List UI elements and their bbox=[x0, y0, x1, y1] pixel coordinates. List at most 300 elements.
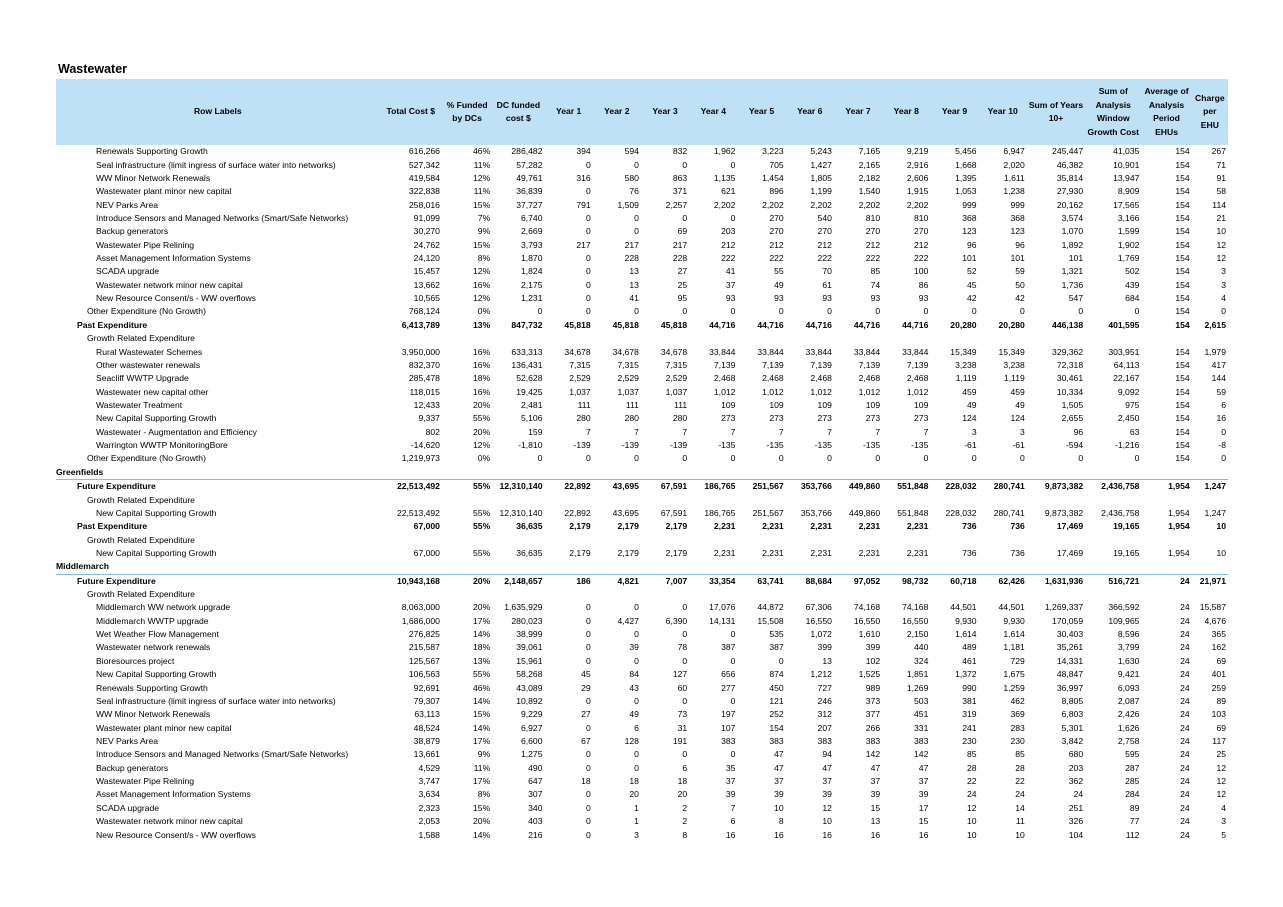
cell-value: 17% bbox=[473, 615, 491, 626]
table-row bbox=[56, 588, 1228, 601]
cell-value: 1,611 bbox=[1003, 172, 1025, 183]
cell-value: 154 bbox=[1175, 346, 1190, 357]
cell-value: 2,436,758 bbox=[1085, 479, 1141, 493]
cell-value: 10,565 bbox=[413, 293, 440, 304]
cell-value: 0 bbox=[537, 453, 543, 464]
cell-value: 47 bbox=[822, 762, 832, 773]
cell-value: 30,270 bbox=[413, 226, 440, 237]
cell-value bbox=[1141, 533, 1191, 546]
cell-value bbox=[689, 560, 737, 574]
cell-value: 101 bbox=[962, 253, 977, 264]
cell-value: 216 bbox=[528, 829, 543, 840]
cell-value: 440 bbox=[914, 642, 929, 653]
cell-value: 1,037 bbox=[665, 386, 688, 397]
cell-value: 12% bbox=[473, 172, 491, 183]
cell-value: 5 bbox=[1221, 829, 1226, 840]
cell-value: 0 bbox=[585, 212, 591, 223]
cell-value: 2,231 bbox=[858, 521, 881, 532]
cell-value: 736 bbox=[962, 547, 977, 558]
cell-value: 109,965 bbox=[1108, 615, 1140, 626]
cell-value: 2,231 bbox=[906, 521, 929, 532]
cell-value: 365 bbox=[1211, 629, 1226, 640]
cell-value: 14% bbox=[473, 722, 491, 733]
cell-value: 217 bbox=[576, 239, 591, 250]
cell-value: 22 bbox=[1015, 776, 1025, 787]
cell-value: 39 bbox=[774, 789, 784, 800]
cell-value: 16 bbox=[1216, 413, 1226, 424]
cell-value: 142 bbox=[865, 749, 881, 760]
cell-value: 33,844 bbox=[853, 346, 881, 357]
cell-value: 0 bbox=[634, 306, 639, 317]
cell-value: 48,847 bbox=[1056, 669, 1084, 680]
cell-value: 10 bbox=[1216, 226, 1226, 237]
cell-value: 366,592 bbox=[1108, 602, 1140, 613]
cell-value: 975 bbox=[1125, 400, 1140, 410]
cell-value bbox=[544, 560, 592, 574]
cell-value: 0 bbox=[585, 279, 591, 290]
table-row bbox=[56, 721, 1228, 734]
cell-value: 95 bbox=[677, 293, 688, 304]
cell-value: 2,202 bbox=[810, 199, 832, 210]
cell-value: 0 bbox=[537, 306, 543, 317]
cell-value bbox=[737, 588, 785, 601]
cell-value: 9,873,382 bbox=[1044, 507, 1084, 518]
cell-value: 7,139 bbox=[762, 359, 784, 370]
row-label: New Resource Consent/s - WW overflows bbox=[96, 293, 256, 304]
cell-value: 154 bbox=[1175, 400, 1190, 410]
cell-value: 38,999 bbox=[516, 629, 543, 640]
cell-value: 0 bbox=[827, 306, 832, 317]
cell-value: 45 bbox=[967, 279, 977, 290]
cell-value: 3,842 bbox=[1061, 735, 1084, 746]
cell-value: 18 bbox=[581, 776, 591, 787]
cell-value: 417 bbox=[1211, 359, 1226, 370]
cell-value bbox=[380, 493, 442, 506]
cell-value: 16,550 bbox=[902, 615, 929, 626]
cell-value: 1,805 bbox=[810, 172, 832, 183]
cell-value: 191 bbox=[672, 735, 688, 746]
cell-value: 107 bbox=[721, 722, 736, 733]
cell-value: 14% bbox=[473, 829, 491, 840]
cell-value: 16% bbox=[473, 359, 491, 370]
cell-value: 44,716 bbox=[805, 319, 832, 330]
cell-value: 1,631,936 bbox=[1027, 574, 1085, 588]
cell-value: 69 bbox=[677, 226, 688, 237]
cell-value: 154 bbox=[1175, 186, 1190, 197]
cell-value: 2,655 bbox=[1061, 413, 1084, 424]
row-label: Wastewater plant minor new capital bbox=[96, 722, 232, 733]
cell-value: 19,165 bbox=[1113, 521, 1140, 532]
cell-value: 0 bbox=[875, 306, 881, 317]
cell-value bbox=[786, 533, 834, 546]
cell-value: 104 bbox=[1068, 829, 1084, 840]
column-header: Charge per EHU bbox=[1192, 79, 1228, 145]
cell-value bbox=[492, 588, 544, 601]
cell-value: -14,620 bbox=[410, 440, 440, 451]
row-label: Rural Wastewater Schemes bbox=[96, 346, 203, 357]
cell-value: 6 bbox=[634, 722, 639, 733]
cell-value: 362 bbox=[1068, 776, 1084, 787]
cell-value: 142 bbox=[914, 749, 929, 760]
cell-value bbox=[641, 560, 689, 574]
cell-value: 8,596 bbox=[1117, 629, 1140, 640]
cell-value: 245,447 bbox=[1052, 146, 1084, 157]
cell-value: 7,139 bbox=[810, 359, 832, 370]
cell-value bbox=[380, 332, 442, 345]
cell-value: 1 bbox=[634, 816, 639, 827]
row-label: Seacliff WWTP Upgrade bbox=[96, 373, 189, 384]
cell-value: 377 bbox=[865, 709, 881, 720]
cell-value: 1,769 bbox=[1117, 253, 1140, 264]
row-label: WW Minor Network Renewals bbox=[96, 172, 211, 183]
cell-value: 0 bbox=[585, 186, 591, 197]
table-row bbox=[56, 802, 1228, 815]
cell-value: 24 bbox=[1180, 629, 1190, 640]
cell-value: 2,606 bbox=[906, 172, 929, 183]
cell-value: 55% bbox=[473, 413, 491, 424]
cell-value: -139 bbox=[669, 440, 688, 451]
cell-value: 0 bbox=[971, 306, 977, 317]
row-label: Wastewater Pipe Relining bbox=[96, 776, 195, 787]
cell-value: 12 bbox=[1216, 253, 1226, 264]
row-label: Asset Management Information Systems bbox=[96, 253, 251, 264]
cell-value: 67,591 bbox=[641, 479, 689, 493]
cell-value: 1,269,337 bbox=[1044, 602, 1084, 613]
cell-value: 280 bbox=[672, 413, 688, 424]
cell-value: 322,838 bbox=[408, 186, 440, 197]
cell-value: 94 bbox=[822, 749, 832, 760]
cell-value: 2 bbox=[682, 802, 688, 813]
cell-value bbox=[442, 560, 492, 574]
cell-value bbox=[737, 533, 785, 546]
cell-value bbox=[1027, 588, 1085, 601]
cell-value: 49 bbox=[774, 279, 784, 290]
cell-value: 222 bbox=[914, 253, 929, 264]
cell-value: 18 bbox=[629, 776, 639, 787]
cell-value: 5,301 bbox=[1061, 722, 1084, 733]
cell-value: 228 bbox=[624, 253, 639, 264]
cell-value: 251,567 bbox=[752, 507, 784, 518]
cell-value: 17,469 bbox=[1056, 521, 1084, 532]
cell-value: 1,119 bbox=[1003, 373, 1025, 384]
cell-value: 451 bbox=[914, 709, 929, 720]
header-row bbox=[56, 79, 1228, 145]
cell-value bbox=[380, 560, 442, 574]
table-row bbox=[56, 145, 1228, 158]
table-row bbox=[56, 185, 1228, 198]
cell-value: 217 bbox=[672, 239, 688, 250]
row-label: Seal infrastructure (limit ingress of surface water into networks) bbox=[96, 159, 336, 170]
cell-value: 55 bbox=[774, 266, 784, 277]
cell-value: 44,716 bbox=[709, 319, 736, 330]
row-label: SCADA upgrade bbox=[96, 802, 160, 813]
cell-value: 207 bbox=[817, 722, 832, 733]
table-row bbox=[56, 708, 1228, 721]
cell-value bbox=[930, 493, 978, 506]
cell-value: 656 bbox=[721, 669, 736, 680]
cell-value: 989 bbox=[865, 682, 881, 693]
cell-value bbox=[1141, 493, 1191, 506]
cell-value: 22,167 bbox=[1113, 373, 1140, 384]
cell-value: 128 bbox=[624, 735, 639, 746]
cell-value: 30,461 bbox=[1056, 373, 1084, 384]
table-row bbox=[56, 815, 1228, 828]
cell-value: 2,179 bbox=[617, 521, 639, 532]
cell-value: 2,231 bbox=[810, 547, 832, 558]
cell-value: 33,844 bbox=[902, 346, 929, 357]
cell-value: 15,457 bbox=[413, 266, 440, 277]
cell-value: 212 bbox=[914, 239, 929, 250]
cell-value: 10 bbox=[774, 802, 784, 813]
table-row bbox=[56, 345, 1228, 358]
cell-value: 551,848 bbox=[882, 479, 930, 493]
cell-value: 1,870 bbox=[520, 253, 543, 264]
cell-value: 71 bbox=[1216, 159, 1226, 170]
cell-value: 1,525 bbox=[858, 669, 881, 680]
cell-value: 3,747 bbox=[418, 776, 440, 787]
cell-value: 45,818 bbox=[564, 319, 591, 330]
cell-value: 0 bbox=[585, 695, 591, 706]
cell-value: 2,257 bbox=[665, 199, 688, 210]
cell-value: 0% bbox=[477, 306, 491, 317]
cell-value: 6 bbox=[1221, 400, 1226, 410]
table-row bbox=[56, 239, 1228, 252]
cell-value: 7,007 bbox=[641, 574, 689, 588]
column-header: Year 7 bbox=[834, 79, 882, 145]
cell-value: 2,468 bbox=[762, 373, 784, 384]
cell-value: 222 bbox=[769, 253, 784, 264]
cell-value: -139 bbox=[621, 440, 639, 451]
cell-value: 0 bbox=[585, 253, 591, 264]
cell-value: 27,930 bbox=[1056, 186, 1084, 197]
column-header: Average of Analysis Period EHUs bbox=[1141, 79, 1191, 145]
cell-value: 27 bbox=[581, 709, 591, 720]
row-label: Asset Management Information Systems bbox=[96, 789, 251, 800]
table-row bbox=[56, 225, 1228, 238]
cell-value: 2,231 bbox=[762, 521, 784, 532]
cell-value: 0 bbox=[923, 453, 929, 464]
cell-value: 449,860 bbox=[849, 507, 881, 518]
cell-value: 2,053 bbox=[418, 816, 440, 827]
cell-value: 3 bbox=[1020, 426, 1025, 437]
cell-value: 7 bbox=[682, 426, 688, 437]
cell-value bbox=[882, 466, 930, 480]
cell-value: 69 bbox=[1216, 655, 1226, 666]
cell-value: 8 bbox=[682, 829, 688, 840]
cell-value: 10 bbox=[1216, 521, 1226, 532]
cell-value bbox=[380, 588, 442, 601]
table-row bbox=[56, 172, 1228, 185]
cell-value: 35,814 bbox=[1056, 172, 1084, 183]
cell-value: 0 bbox=[585, 602, 591, 613]
cell-value: 69 bbox=[1216, 722, 1226, 733]
cell-value bbox=[641, 493, 689, 506]
cell-value: 154 bbox=[1175, 199, 1190, 210]
cell-value: 3,223 bbox=[762, 146, 784, 157]
cell-value: 0 bbox=[585, 226, 591, 237]
cell-value: 10 bbox=[1015, 829, 1025, 840]
cell-value: 3 bbox=[971, 426, 977, 437]
cell-value: 0 bbox=[634, 762, 639, 773]
cell-value: 154 bbox=[1175, 266, 1190, 277]
cell-value: 22,892 bbox=[564, 507, 591, 518]
cell-value: 85 bbox=[1015, 749, 1025, 760]
column-header: Sum of Analysis Window Growth Cost bbox=[1085, 79, 1141, 145]
cell-value: 14% bbox=[473, 629, 491, 640]
column-header: Year 1 bbox=[544, 79, 592, 145]
cell-value bbox=[492, 466, 544, 480]
cell-value: 0 bbox=[585, 629, 591, 640]
cell-value: 11 bbox=[1015, 816, 1025, 827]
cell-value bbox=[930, 560, 978, 574]
cell-value: 197 bbox=[721, 709, 736, 720]
cell-value: 0 bbox=[634, 629, 639, 640]
cell-value: 12% bbox=[473, 266, 491, 277]
cell-value: 0 bbox=[1221, 306, 1226, 317]
cell-value: 9,421 bbox=[1117, 669, 1140, 680]
cell-value: 154 bbox=[1175, 146, 1190, 157]
cell-value: 43,089 bbox=[516, 682, 543, 693]
cell-value: 503 bbox=[914, 695, 929, 706]
cell-value: 50 bbox=[1015, 279, 1025, 290]
cell-value: 16 bbox=[918, 829, 929, 840]
cell-value: 810 bbox=[865, 212, 881, 223]
cell-value: 0 bbox=[634, 453, 639, 464]
cell-value: 2,615 bbox=[1204, 319, 1226, 330]
table-row bbox=[56, 372, 1228, 385]
cell-value: 42 bbox=[967, 293, 977, 304]
cell-value: 266 bbox=[865, 722, 881, 733]
cell-value: 1 bbox=[634, 802, 639, 813]
cell-value: 67,000 bbox=[413, 521, 440, 532]
cell-value: 123 bbox=[962, 226, 977, 237]
cell-value: 60 bbox=[677, 682, 688, 693]
cell-value: 285,478 bbox=[408, 373, 440, 384]
cell-value: 55% bbox=[473, 507, 491, 518]
cell-value: 705 bbox=[769, 159, 784, 170]
cell-value: 33,844 bbox=[805, 346, 832, 357]
cell-value: 96 bbox=[967, 239, 977, 250]
cell-value: 4,529 bbox=[418, 762, 440, 773]
cell-value: 217 bbox=[624, 239, 639, 250]
cell-value bbox=[1085, 466, 1141, 480]
column-header: Year 9 bbox=[930, 79, 978, 145]
cell-value bbox=[834, 588, 882, 601]
cell-value: 1,954 bbox=[1168, 507, 1190, 518]
cell-value: 284 bbox=[1125, 789, 1140, 800]
cell-value: 0 bbox=[585, 802, 591, 813]
cell-value: 230 bbox=[1010, 735, 1025, 746]
cell-value: 736 bbox=[962, 521, 977, 532]
row-label: Wastewater plant minor new capital bbox=[96, 186, 232, 197]
cell-value: 10 bbox=[967, 829, 977, 840]
cell-value: -135 bbox=[911, 440, 929, 451]
cell-value: 10,943,168 bbox=[380, 574, 442, 588]
row-label: New Capital Supporting Growth bbox=[96, 413, 217, 424]
cell-value: 47 bbox=[774, 762, 784, 773]
cell-value: 101 bbox=[1068, 253, 1084, 264]
cell-value: 57,282 bbox=[516, 159, 543, 170]
cell-value: 270 bbox=[865, 226, 881, 237]
cell-value bbox=[689, 588, 737, 601]
cell-value bbox=[882, 493, 930, 506]
cell-value: 0 bbox=[634, 655, 639, 666]
row-label: Middlemarch bbox=[56, 561, 110, 572]
cell-value: 331 bbox=[914, 722, 929, 733]
cell-value: 0 bbox=[634, 602, 639, 613]
cell-value: 273 bbox=[769, 413, 784, 424]
table-row bbox=[56, 439, 1228, 452]
cell-value: 16 bbox=[822, 829, 832, 840]
cell-value: 24 bbox=[1180, 829, 1190, 840]
cell-value: 124 bbox=[1010, 413, 1025, 424]
cell-value bbox=[979, 493, 1027, 506]
cell-value bbox=[1141, 466, 1191, 480]
cell-value: 154 bbox=[1175, 226, 1190, 237]
cell-value: 2,426 bbox=[1117, 709, 1140, 720]
cell-value: 49 bbox=[629, 709, 639, 720]
cell-value: 832,370 bbox=[408, 359, 440, 370]
cell-value: 12 bbox=[1216, 762, 1226, 773]
cell-value: 9,930 bbox=[1003, 615, 1025, 626]
cell-value: 39 bbox=[870, 789, 881, 800]
cell-value bbox=[641, 588, 689, 601]
column-header: % Funded by DCs bbox=[442, 79, 492, 145]
cell-value: 383 bbox=[914, 735, 929, 746]
cell-value: 102 bbox=[865, 655, 881, 666]
cell-value: -1,810 bbox=[518, 440, 543, 451]
cell-value: 49 bbox=[1015, 400, 1025, 410]
cell-value: 0 bbox=[1221, 426, 1226, 437]
cell-value: 381 bbox=[962, 695, 977, 706]
table-row bbox=[56, 735, 1228, 748]
cell-value: 44,716 bbox=[902, 319, 929, 330]
column-header: Year 6 bbox=[786, 79, 834, 145]
cell-value: 7,315 bbox=[617, 359, 639, 370]
cell-value: 0 bbox=[730, 159, 736, 170]
cell-value bbox=[1085, 332, 1141, 345]
cell-value bbox=[834, 560, 882, 574]
table-row bbox=[56, 385, 1228, 398]
row-label: Warrington WWTP MonitoringBore bbox=[96, 440, 228, 451]
cell-value: 2,179 bbox=[665, 521, 688, 532]
cell-value: 516,721 bbox=[1085, 574, 1141, 588]
cell-value: 446,138 bbox=[1052, 319, 1084, 330]
cell-value: 832 bbox=[672, 146, 688, 157]
cell-value: 12,310,140 bbox=[492, 479, 544, 493]
cell-value: 9,873,382 bbox=[1027, 479, 1085, 493]
cell-value: 14% bbox=[473, 695, 491, 706]
cell-value bbox=[593, 533, 641, 546]
cell-value: 37 bbox=[725, 776, 736, 787]
cell-value: 2,179 bbox=[569, 521, 591, 532]
cell-value: 12 bbox=[1216, 776, 1226, 787]
cell-value: 3 bbox=[634, 829, 639, 840]
cell-value: 59 bbox=[1015, 266, 1025, 277]
cell-value: 6,803 bbox=[1061, 709, 1084, 720]
cell-value: 45,818 bbox=[612, 319, 639, 330]
cell-value: 16% bbox=[473, 386, 491, 397]
cell-value bbox=[1085, 560, 1141, 574]
cell-value: 1,505 bbox=[1061, 400, 1084, 410]
cell-value: 16 bbox=[725, 829, 736, 840]
row-label: New Capital Supporting Growth bbox=[96, 669, 217, 680]
cell-value bbox=[1027, 493, 1085, 506]
cell-value: 11% bbox=[473, 159, 491, 170]
cell-value: 0 bbox=[585, 306, 591, 317]
cell-value: 286,482 bbox=[511, 146, 543, 157]
cell-value: 394 bbox=[576, 146, 591, 157]
